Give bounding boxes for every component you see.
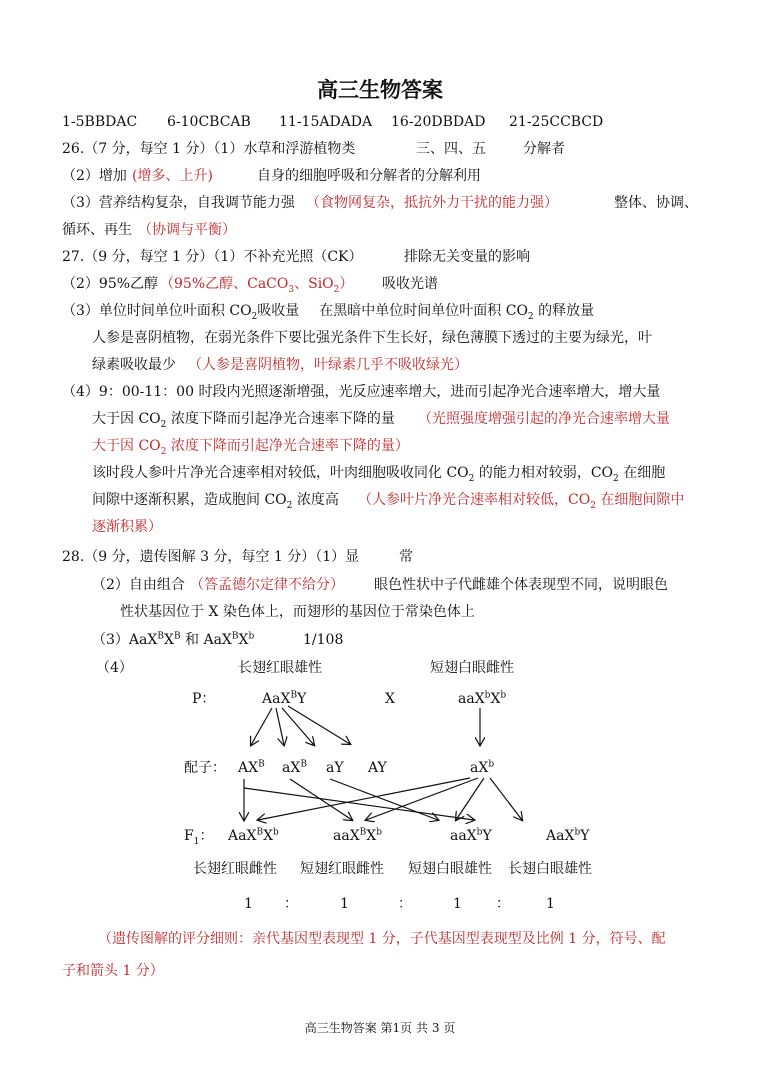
ratio-2: 1	[340, 896, 349, 912]
q28-3-genotypes: $(3)AaX^BX^B$ 和 $AaX^BX^b$	[92, 631, 255, 648]
offspring-phenotype-3: 短翅白眼雄性	[408, 861, 492, 877]
q27-2-answer: （2）95%乙醇	[62, 276, 159, 292]
ratio-1: 1	[244, 896, 253, 912]
offspring-phenotype-4: 长翅白眼雄性	[508, 861, 592, 877]
f1-generation-label: $F_1$：	[184, 828, 214, 847]
q27-3-explanation: 人参是喜阴植物，在弱光条件下要比强光条件下生长好，绿色薄膜下透过的主要为绿光，叶	[92, 330, 652, 346]
mc-answers-21-25: 21-25CCBCD	[509, 114, 604, 130]
offspring-genotype-3: aaX$^b$Y	[450, 827, 492, 844]
q27-2-alt-answer: （95%乙醇、CaCO$_3$、SiO$_2$）	[160, 276, 354, 295]
q26-2-label: （2）增加	[62, 168, 127, 184]
q27-4-alt-answer: （光照强度增强引起的净光合速率增大量	[418, 411, 670, 427]
q26-2-alt-answer: (增多、上升)	[132, 168, 213, 184]
q27-3-answer: （3）单位时间单位叶面积 $CO_2$吸收量 在黑暗中单位时间单位叶面积 $CO_2$ 的释放量	[62, 303, 595, 322]
q27-4-alt-answer-cont: 大于因 $CO_2$ 浓度下降而引起净光合速率下降的量）	[92, 438, 409, 457]
gamete-label: 配子：	[184, 760, 226, 776]
p-generation-label: P：	[192, 691, 216, 707]
q26-3-alt-answer: （食物网复杂，抵抗外力干扰的能力强）	[306, 195, 558, 211]
gamete-AXB: $AX^B$	[238, 759, 265, 776]
q28-2-reason-cont: 性状基因位于 X 染色体上，而翅形的基因位于常染色体上	[120, 604, 475, 620]
mc-answers-6-10: 6-10CBCAB	[167, 114, 251, 130]
arrow-male-to-aY	[282, 708, 314, 745]
q28-2-answer: （2）自由组合	[92, 577, 185, 593]
q28-4-label: （4）	[96, 660, 133, 676]
q27-4-second-answer-cont: 间隙中逐渐积累，造成胞间 $CO_2$ 浓度高	[92, 492, 339, 511]
arrow-aXb-to-o4	[490, 778, 522, 820]
q26-answer-levels: 三、四、五	[416, 141, 486, 157]
q28-3-probability: 1/108	[303, 632, 344, 648]
gamete-aY: aY	[326, 760, 344, 776]
page-footer: 高三生物答案 第1页 共 3 页	[304, 1021, 456, 1035]
q27-3-alt-explanation: （人参是喜阴植物，叶绿素几乎不吸收绿光）	[188, 357, 468, 373]
parent-female-genotype: $aaX^bX^b$	[458, 690, 507, 707]
q28-2-reason: 眼色性状中子代雌雄个体表现型不同，说明眼色	[374, 577, 668, 593]
arrow-aXB-to-o2	[290, 779, 352, 820]
arrow-male-to-AXB	[251, 708, 272, 745]
q26-answer-decomposer: 分解者	[523, 141, 565, 157]
arrow-aXb-to-o1	[258, 778, 470, 820]
q27-1-purpose: 排除无关变量的影响	[404, 249, 530, 265]
offspring-genotype-1: $AaX^BX^b$	[228, 827, 279, 844]
parent-female-phenotype: 短翅白眼雌性	[430, 660, 514, 676]
offspring-phenotype-2: 短翅红眼雌性	[300, 861, 384, 877]
gamete-AY: AY	[368, 760, 387, 776]
ratio-4: 1	[546, 896, 555, 912]
ratio-colon-3: ：	[496, 896, 510, 912]
mc-answers-16-20: 16-20DBDAD	[391, 114, 486, 130]
parent-male-phenotype: 长翅红眼雄性	[238, 660, 322, 676]
ratio-colon-1: ：	[284, 896, 298, 912]
q27-4-second-alt-answer: （人参叶片净光合速率相对较低，$CO_2$ 在细胞间隙中	[358, 492, 685, 511]
q27-4-answer: （4）9：00-11：00 时段内光照逐渐增强，光反应速率增大，进而引起净光合速率增大，增大量	[62, 384, 661, 400]
q27-4-second-alt-answer-cont: 逐渐积累）	[92, 519, 162, 535]
arrow-male-to-aXB	[276, 708, 284, 745]
scoring-note-cont: 子和箭头 1 分）	[62, 963, 164, 979]
ratio-3: 1	[453, 896, 462, 912]
q28-2-scoring-note: （答孟德尔定律不给分）	[190, 577, 344, 593]
q26-heading: 26.（7 分，每空 1 分）（1）水草和浮游植物类	[62, 141, 356, 157]
offspring-genotype-4: AaX$^b$Y	[546, 827, 590, 844]
q26-2-reason: 自身的细胞呼吸和分解者的分解利用	[257, 168, 481, 184]
parent-male-genotype: AaX$^B$Y	[262, 690, 307, 707]
mc-answers-11-15: 11-15ADADA	[279, 114, 373, 130]
q28-1-autosomal: 常	[399, 549, 413, 565]
q27-heading: 27.（9 分，每空 1 分）（1）不补充光照（CK）	[62, 249, 363, 265]
offspring-phenotype-1: 长翅红眼雌性	[193, 861, 277, 877]
q27-3-explanation-cont: 绿素吸收最少	[92, 357, 176, 373]
q27-2-spectrum: 吸收光谱	[382, 276, 438, 292]
q26-3-alt-principles: （协调与平衡）	[138, 222, 236, 238]
page-title: 高三生物答案	[317, 77, 443, 102]
q26-3-answer: （3）营养结构复杂，自我调节能力强	[62, 195, 295, 211]
gamete-aXB: $aX^B$	[282, 759, 307, 776]
q26-3-principles-cont: 循环、再生	[62, 222, 132, 238]
gamete-aXb: $aX^b$	[470, 759, 495, 776]
q27-4-second-answer: 该时段人参叶片净光合速率相对较低，叶肉细胞吸收同化 $CO_2$ 的能力相对较弱，$CO_2$ 在细胞	[92, 465, 666, 484]
mc-answers-1-5: 1-5BBDAC	[62, 114, 138, 130]
cross-symbol: X	[385, 691, 395, 707]
q27-4-answer-cont: 大于因 $CO_2$ 浓度下降而引起净光合速率下降的量	[92, 411, 395, 430]
ratio-colon-2: ：	[398, 896, 412, 912]
offspring-genotype-2: $aaX^BX^b$	[333, 827, 383, 844]
q26-3-principles: 整体、协调、	[614, 195, 698, 211]
scoring-note: （遗传图解的评分细则：亲代基因型表现型 1 分，子代基因型表现型及比例 1 分，符号、配	[98, 931, 666, 947]
q28-heading: 28.（9 分，遗传图解 3 分，每空 1 分）（1）显	[62, 549, 360, 565]
